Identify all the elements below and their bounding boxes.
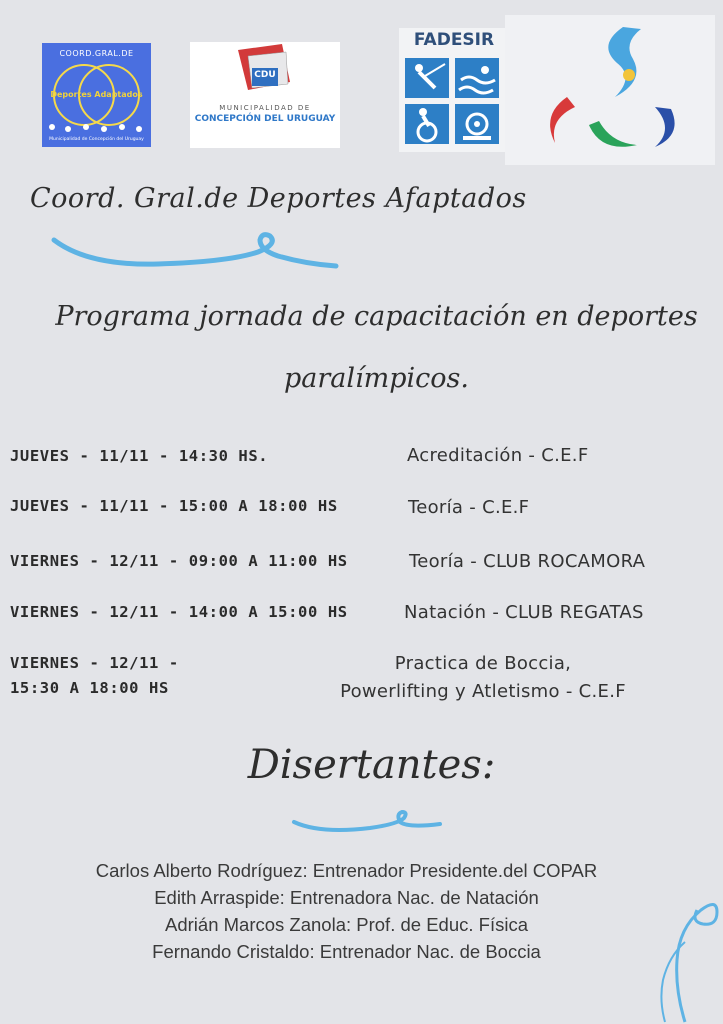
fencing-icon [405,58,449,98]
schedule-when: 15:30 A 18:00 HS [10,679,169,697]
cdu-badge: CDU [254,70,276,80]
fadesir-logo [399,28,509,152]
schedule-what: Natación - CLUB REGATAS [404,602,644,623]
speaker-item: Adrián Marcos Zanola: Prof. de Educ. Física [165,914,528,935]
boccia-icon [455,104,499,144]
paralympic-agitos-icon [505,15,715,165]
corner-swirl-icon [645,880,723,1024]
schedule-when: VIERNES - 12/11 - [10,654,179,672]
logo-bottom-text: Municipalidad de Concepción del Uruguay [49,137,144,142]
schedule-when: JUEVES - 11/11 - 14:30 HS. [10,447,269,465]
schedule-what-line1: Practica de Boccia, [394,653,572,674]
coord-title: Coord. Gral.de Deportes Afaptados [30,183,527,214]
schedule-what: Acreditación - C.E.F [407,445,589,466]
muni-line1: MUNICIPALIDAD DE [219,104,311,112]
logo-main-text: Deportes Adaptados [50,90,143,99]
schedule-what: Teoría - C.E.F [408,497,530,518]
fadesir-title: FADESIR [413,30,495,50]
speaker-item: Edith Arraspide: Entrenadora Nac. de Natación [154,887,539,908]
swirl-divider-icon [48,226,348,276]
schedule-when: JUEVES - 11/11 - 15:00 A 18:00 HS [10,497,338,515]
swirl-small-icon [290,808,450,838]
swimming-icon [455,58,499,98]
schedule-what [318,650,648,706]
municipalidad-logo [190,42,340,148]
speaker-item: Fernando Cristaldo: Entrenador Nac. de Boccia [152,941,541,962]
schedule-what-line2: Powerlifting y Atletismo - C.E.F [340,681,626,702]
coord-deportes-logo [42,43,151,147]
program-title-line1: Programa jornada de capacitación en deportes [55,301,698,332]
muni-line2: CONCEPCIÓN DEL URUGUAY [194,114,336,124]
logo-top-text: COORD.GRAL.DE [59,49,134,58]
schedule-what: Teoría - CLUB ROCAMORA [409,551,646,572]
schedule-when: VIERNES - 12/11 - 09:00 A 11:00 HS [10,552,348,570]
wheelchair-athlete-icon [405,104,449,144]
speakers-list [0,857,723,965]
speakers-heading: Disertantes: [247,742,496,788]
program-title-line2: paralímpicos. [284,363,469,394]
schedule-when: VIERNES - 12/11 - 14:00 A 15:00 HS [10,603,348,621]
speaker-item: Carlos Alberto Rodríguez: Entrenador Presidente.del COPAR [95,860,598,881]
paralympic-logo [505,15,715,165]
